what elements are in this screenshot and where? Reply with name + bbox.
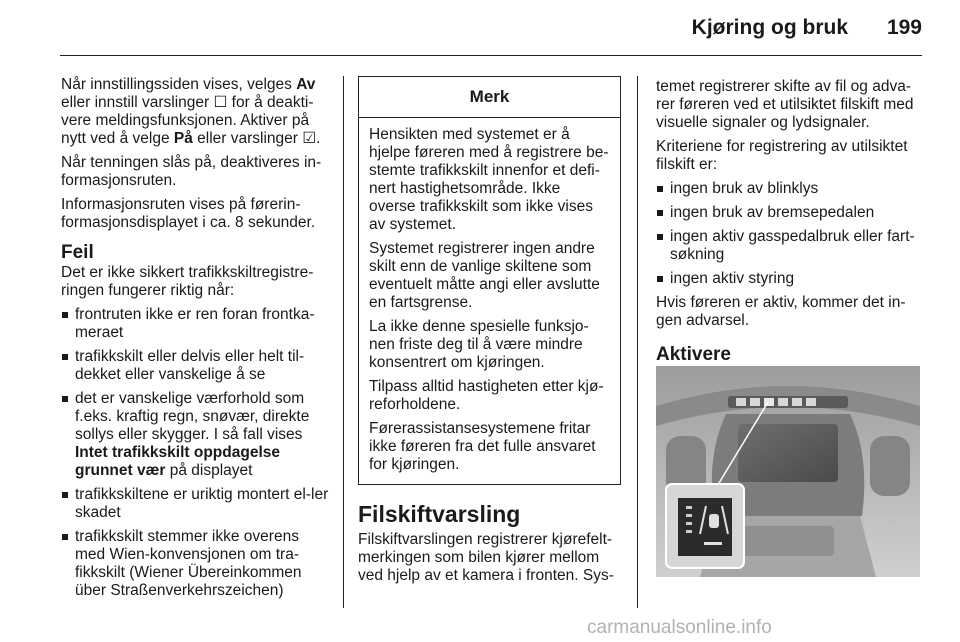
paragraph: La ikke denne spesielle funksjo-nen friste deg til å være mindre konsentrert om kjøringen.: [369, 318, 589, 371]
note-title: Merk: [359, 77, 620, 118]
list-item: ingen bruk av blinklys: [656, 180, 920, 198]
list-item: trafikkskilt eller delvis eller helt til-dekket eller vanskelige å se: [61, 348, 333, 384]
list-item: [61, 390, 333, 480]
list-item: frontruten ikke er ren foran frontka-meraet: [61, 306, 333, 342]
paragraph: [61, 76, 333, 148]
option-av: Av: [296, 76, 316, 93]
dashboard-drawing: [656, 366, 920, 577]
section-title: Kjøring og bruk: [691, 16, 848, 39]
list-item: trafikkskiltene er uriktig montert el-ler skadet: [61, 486, 333, 522]
note-body: [359, 118, 620, 484]
page-number: 199: [886, 16, 922, 39]
paragraph: Førerassistansesystemene fritar ikke føreren fra det fulle ansvaret for kjøringen.: [369, 420, 596, 473]
page-header: [0, 0, 960, 52]
heading-aktivere: Aktivere: [656, 344, 731, 365]
bullet-list: [61, 306, 333, 600]
column-divider: [637, 76, 638, 608]
watermark: carmanualsonline.info: [587, 617, 772, 638]
list-item: ingen aktiv gasspedalbruk eller fart-søkning: [656, 228, 920, 264]
dashboard-illustration: [656, 366, 920, 577]
paragraph: Informasjonsruten vises på førerin-formasjonsdisplayet i ca. 8 sekunder.: [61, 196, 316, 231]
option-paa: På: [173, 130, 193, 147]
paragraph: Kriteriene for registrering av utilsiktet filskift er:: [656, 138, 908, 173]
display-message: Intet trafikkskilt oppdagelse grunnet vær: [75, 444, 280, 479]
list-item: ingen aktiv styring: [656, 270, 920, 288]
header-rule: [60, 55, 922, 56]
paragraph: Systemet registrerer ingen andre skilt enn de vanlige skiltene som eventuelt måtte angi eller avslutte en fartsgrense.: [369, 240, 600, 311]
paragraph: temet registrerer skifte av fil og adva-rer føreren ved et utilsiktet filskift med visuelle signaler og lydsignaler.: [656, 78, 914, 131]
note-box: [358, 76, 621, 485]
column-right: [656, 78, 920, 366]
bullet-list: [656, 180, 920, 288]
paragraph: Når tenningen slås på, deaktiveres in-formasjonsruten.: [61, 154, 322, 189]
column-left: [61, 76, 333, 606]
list-item: ingen bruk av bremsepedalen: [656, 204, 920, 222]
paragraph: Det er ikke sikkert trafikkskiltregistre-ringen fungerer riktig når:: [61, 264, 314, 299]
heading-feil: Feil: [61, 242, 94, 263]
text: eller varslinger ☑.: [192, 130, 321, 147]
paragraph: Filskiftvarslingen registrerer kjørefelt-merkingen som bilen kjører mellom ved hjelp av et kamera i fronten. Sys-: [358, 531, 614, 584]
column-divider: [343, 76, 344, 608]
paragraph: Tilpass alltid hastigheten etter kjø-reforholdene.: [369, 378, 604, 413]
paragraph: Hensikten med systemet er å hjelpe føreren med å registrere be-stemte trafikkskilt innenfor et defi-nert hastighetsområde. Ikke overse trafikkskilt som ikke vises av systemet.: [369, 126, 609, 233]
text: på displayet: [165, 462, 253, 479]
paragraph: Hvis føreren er aktiv, kommer det in-gen advarsel.: [656, 294, 906, 329]
text: Når innstillingssiden vises, velges: [61, 76, 297, 93]
list-item: trafikkskilt stemmer ikke overens med Wien-konvensjonen om tra-fikkskilt (Wiener Übereinkommen über Straßenverkehrszeichen): [61, 528, 333, 600]
column-middle: [358, 76, 621, 591]
text: det er vanskelige værforhold som f.eks. kraftig regn, snøvær, direkte sollys eller skygger. I så fall vises: [75, 390, 310, 443]
heading-filskiftvarsling: Filskiftvarsling: [358, 501, 521, 527]
text: eller innstill varslinger ☐ for å deakti-vere meldingsfunksjonen. Aktiver på nytt ved å velge: [61, 94, 314, 147]
